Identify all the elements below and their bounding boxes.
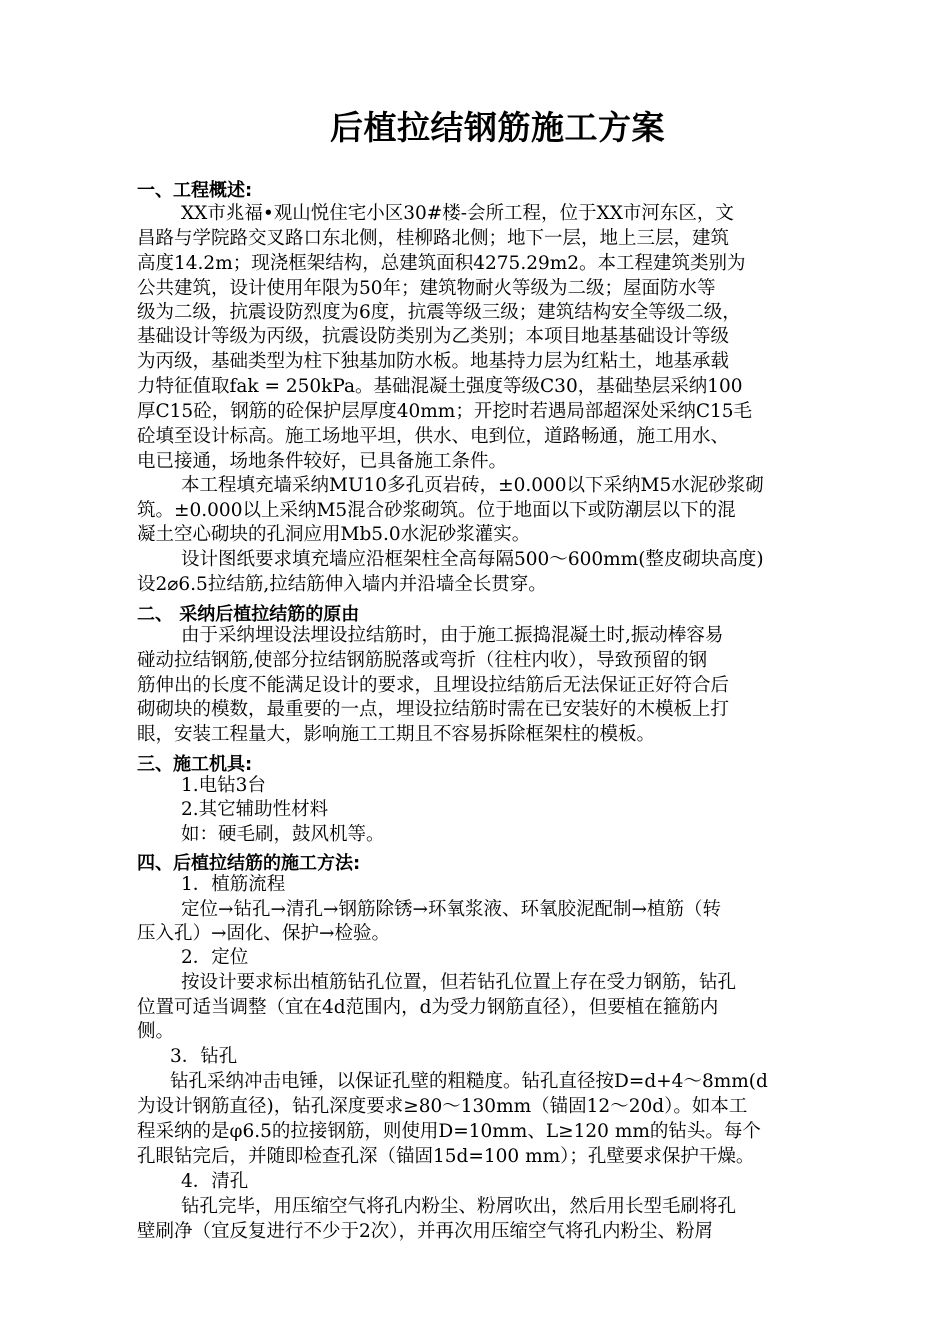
paragraph-line: 公共建筑，设计使用年限为50年；建筑物耐火等级为二级；屋面防水等	[137, 278, 716, 299]
subheading: 4．清孔	[181, 1171, 249, 1192]
section-heading-reason: 二、 采纳后植拉结筋的原由	[137, 604, 360, 625]
paragraph-line: 凝土空心砌块的孔洞应用Mb5.0水泥砂浆灌实。	[137, 524, 531, 545]
paragraph-line: 高度14.2m；现浇框架结构，总建筑面积4275.29m2。本工程建筑类别为	[137, 253, 746, 274]
paragraph-line: 眼，安装工程量大，影响施工工期且不容易拆除框架柱的模板。	[137, 724, 656, 745]
paragraph-line: 厚C15砼，钢筋的砼保护层厚度40mm；开挖时若遇局部超深处采纳C15毛	[137, 401, 753, 422]
paragraph-line: 为设计钢筋直径)，钻孔深度要求≥80～130mm（锚固12～20d）。如本工	[137, 1096, 748, 1117]
paragraph-line: 钻孔完毕，用压缩空气将孔内粉尘、粉屑吹出，然后用长型毛刷将孔	[181, 1196, 737, 1217]
subheading: 2．定位	[181, 947, 249, 968]
paragraph-line: 按设计要求标出植筋钻孔位置，但若钻孔位置上存在受力钢筋，钻孔	[181, 972, 737, 993]
paragraph-line: 砌砌块的模数，最重要的一点，埋设拉结筋时需在已安装好的木模板上打	[137, 699, 730, 720]
paragraph-line: 程采纳的是φ6.5的拉接钢筋，则使用D=10mm、L≥120 mm的钻头。每个	[137, 1121, 761, 1142]
paragraph-line: 筑。±0.000以上采纳M5混合砂浆砌筑。位于地面以下或防潮层以下的混	[137, 500, 736, 521]
list-item: 1.电钻3台	[181, 775, 266, 796]
paragraph-line: 为丙级，基础类型为柱下独基加防水板。地基持力层为红粘土，地基承载	[137, 351, 730, 372]
paragraph-line: 碰动拉结钢筋,使部分拉结钢筋脱落或弯折（往柱内收），导致预留的钢	[137, 650, 708, 671]
paragraph-line: 孔眼钻完后，并随即检查孔深（锚固15d=100 mm）；孔壁要求保护干燥。	[137, 1146, 755, 1167]
paragraph-line: 侧。	[137, 1021, 175, 1042]
paragraph-line: 设计图纸要求填充墙应沿框架柱全高每隔500～600mm(整皮砌块高度)	[181, 549, 764, 570]
paragraph-line: 钻孔采纳冲击电锤，以保证孔壁的粗糙度。钻孔直径按D=d+4～8mm(d	[170, 1071, 768, 1092]
paragraph-line: 设2⌀6.5拉结筋,拉结筋伸入墙内并沿墙全长贯穿。	[137, 574, 547, 595]
paragraph-line: 如：硬毛刷，鼓风机等。	[181, 824, 385, 845]
paragraph-line: 力特征值取fak = 250kPa。基础混凝土强度等级C30，基础垫层采纳100	[137, 376, 743, 397]
paragraph-line: 由于采纳埋设法埋设拉结筋时，由于施工振捣混凝土时,振动棒容易	[181, 625, 724, 646]
list-item: 2.其它辅助性材料	[181, 799, 329, 820]
subheading: 3．钻孔	[170, 1046, 238, 1067]
paragraph-line: 定位→钻孔→清孔→钢筋除锈→环氧浆液、环氧胶泥配制→植筋（转	[181, 899, 722, 920]
paragraph-line: 位置可适当调整（宜在4d范围内，d为受力钢筋直径），但要植在箍筋内	[137, 997, 719, 1018]
paragraph-line: 本工程填充墙采纳MU10多孔页岩砖，±0.000以下采纳M5水泥砂浆砌	[181, 475, 764, 496]
section-heading-method: 四、后植拉结筋的施工方法:	[137, 853, 361, 874]
paragraph-line: 级为二级，抗震设防烈度为6度，抗震等级三级；建筑结构安全等级二级，	[137, 302, 741, 323]
section-heading-overview: 一、工程概述:	[137, 180, 253, 201]
section-heading-tools: 三、施工机具:	[137, 754, 253, 775]
paragraph-line: 昌路与学院路交叉路口东北侧，桂柳路北侧；地下一层，地上三层，建筑	[137, 228, 730, 249]
paragraph-line: 压入孔）→固化、保护→检验。	[137, 923, 391, 944]
paragraph-line: 电已接通，场地条件较好，已具备施工条件。	[137, 451, 508, 472]
paragraph-line: 壁刷净（宜反复进行不少于2次），并再次用压缩空气将孔内粉尘、粉屑	[137, 1221, 714, 1242]
paragraph-line: 基础设计等级为丙级，抗震设防类别为乙类别；本项目地基基础设计等级	[137, 326, 730, 347]
paragraph-line: XX市兆福•观山悦住宅小区30#楼-会所工程，位于XX市河东区，文	[181, 203, 734, 224]
paragraph-line: 筋伸出的长度不能满足设计的要求，且埋设拉结筋后无法保证正好符合后	[137, 675, 730, 696]
subheading: 1．植筋流程	[181, 874, 286, 895]
document-title: 后植拉结钢筋施工方案	[330, 108, 665, 147]
paragraph-line: 砼填至设计标高。施工场地平坦，供水、电到位，道路畅通，施工用水、	[137, 426, 730, 447]
